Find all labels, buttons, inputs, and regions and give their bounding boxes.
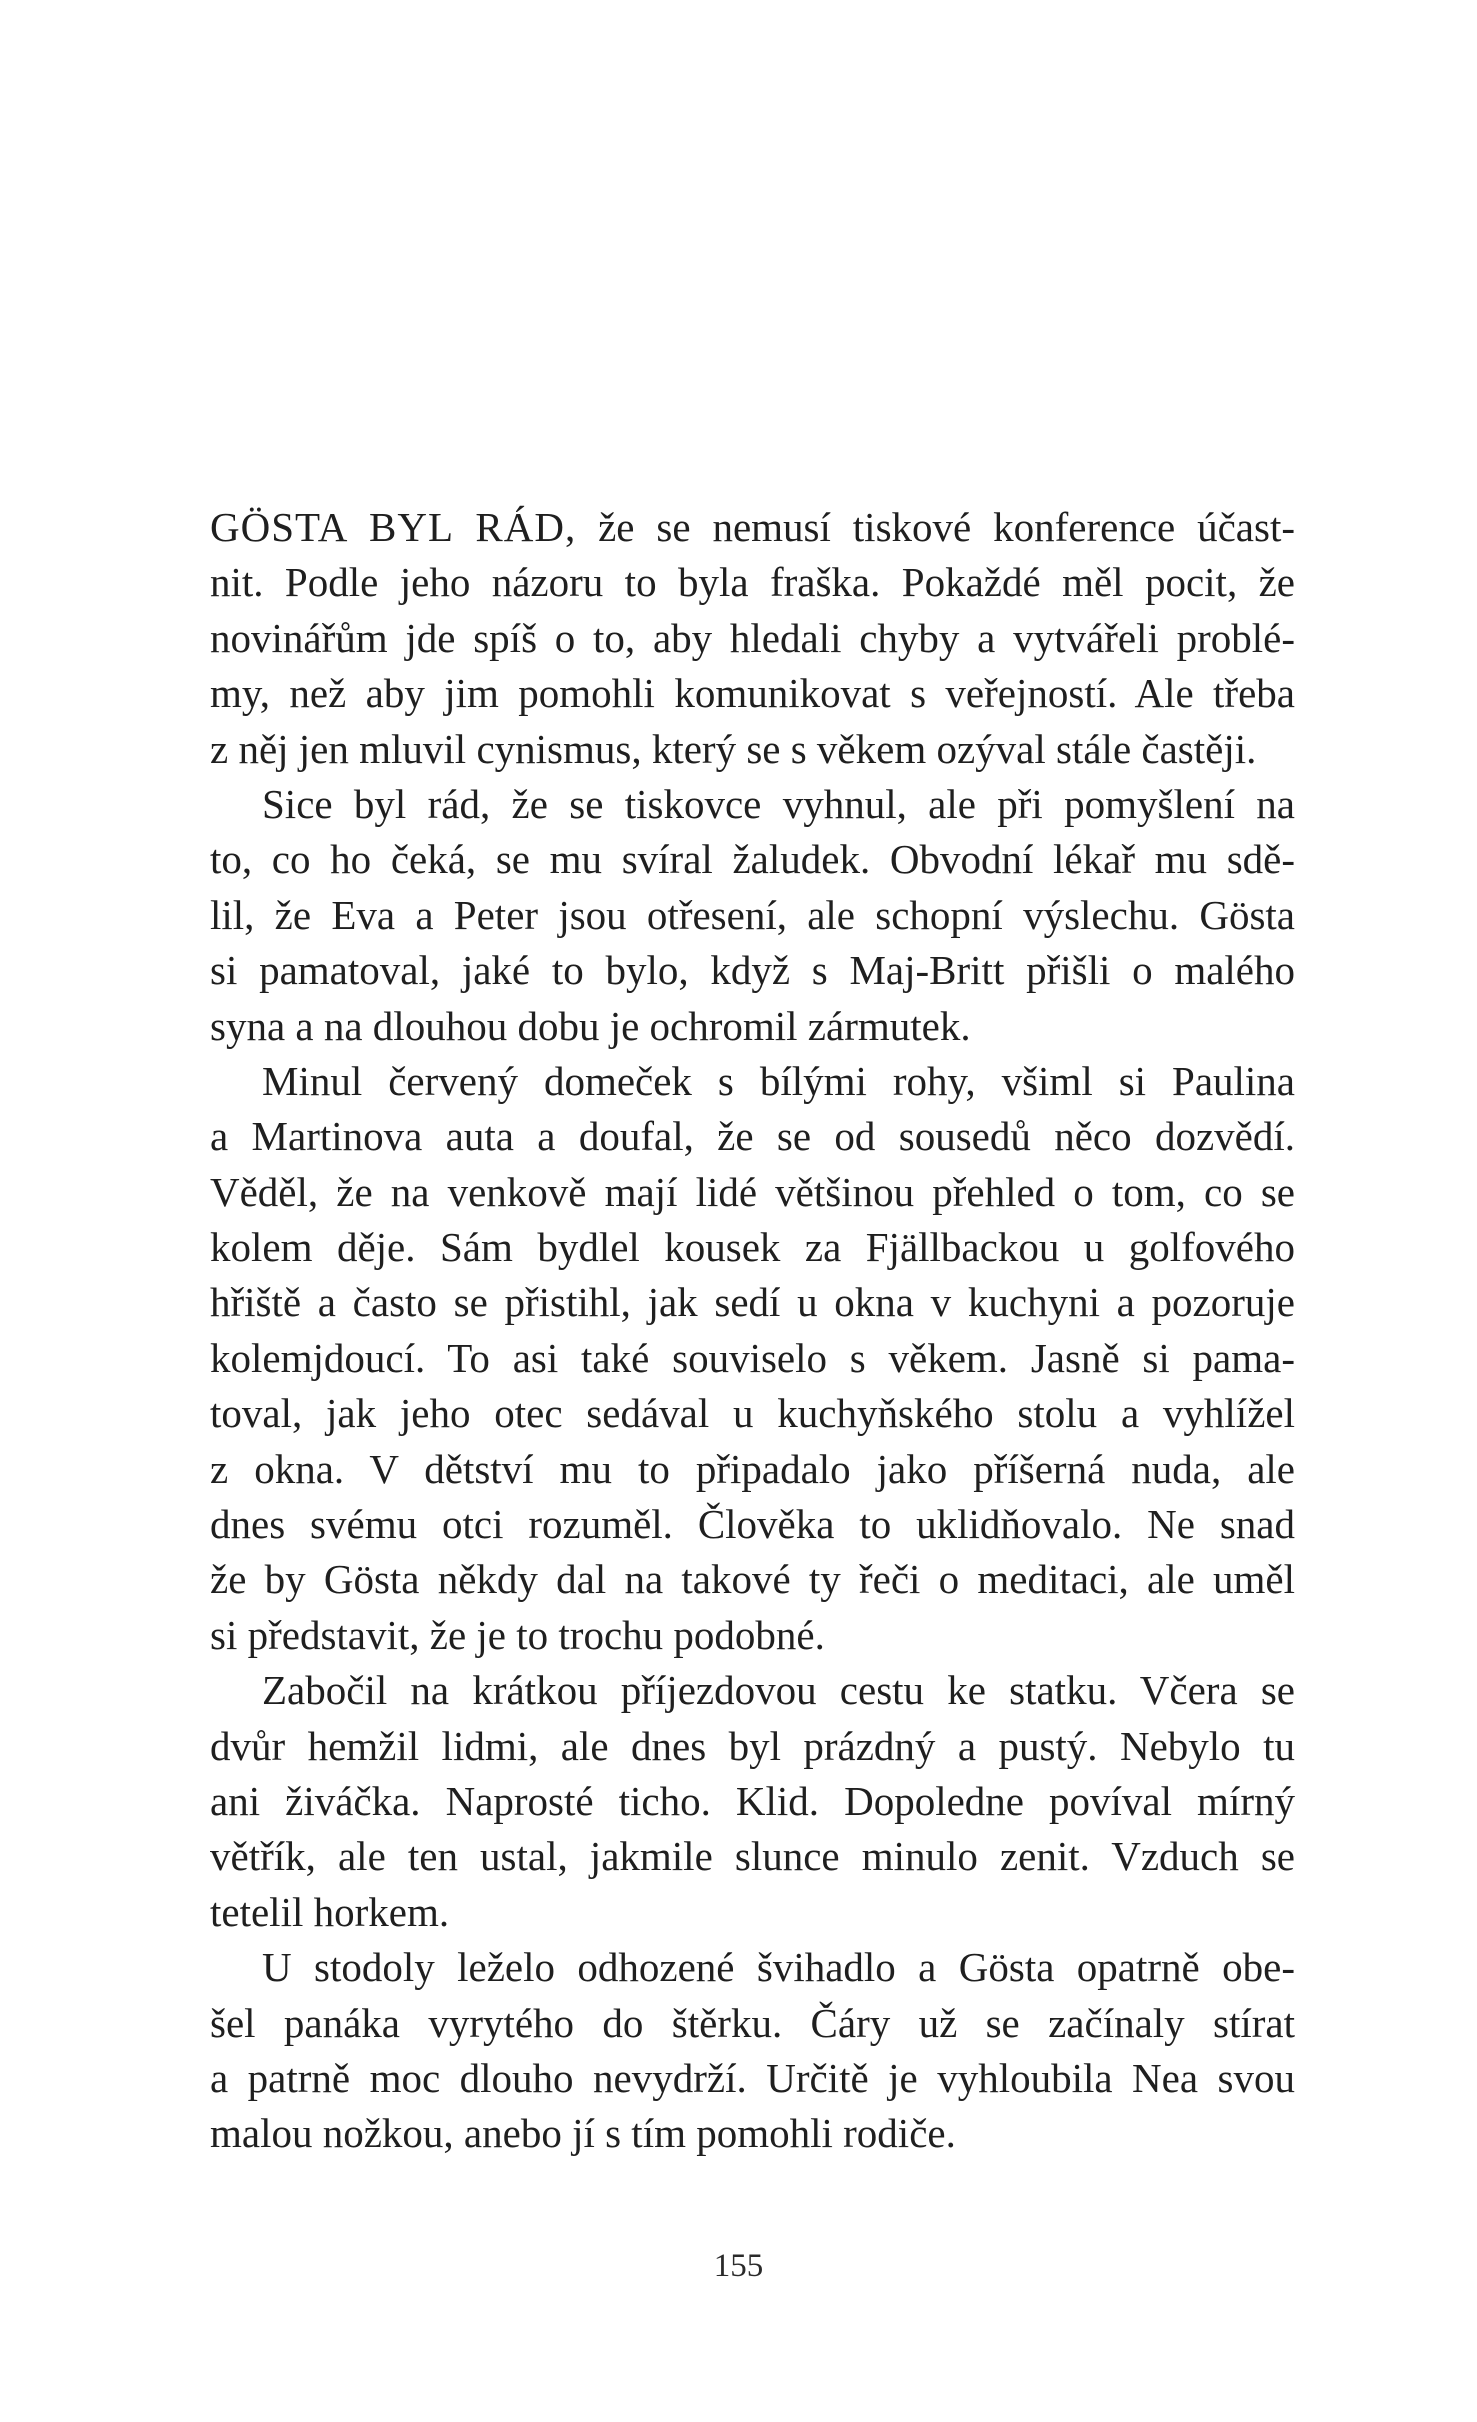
text-line: kolem děje. Sám bydlel kousek za Fjällbackou u golfového bbox=[210, 1224, 1295, 1271]
text-line: a Martinova auta a doufal, že se od sousedů něco dozvědí. bbox=[210, 1113, 1295, 1160]
paragraph-first-line: Minul červený domeček s bílými rohy, všiml si Paulina bbox=[262, 1057, 1295, 1104]
text-line: to, co ho čeká, se mu svíral žaludek. Obvodní lékař mu sdě- bbox=[210, 836, 1295, 883]
paragraph-first-line: Sice byl rád, že se tiskovce vyhnul, ale při pomyšlení na bbox=[262, 780, 1295, 827]
text-line: šel panáka vyrytého do štěrku. Čáry už se začínaly stírat bbox=[210, 1999, 1295, 2046]
text-line: novinářům jde spíš o to, aby hledali chyby a vytvářeli problé- bbox=[210, 614, 1295, 661]
chapter-opening-rest: že se nemusí tiskové konference účast- bbox=[576, 504, 1295, 550]
text-line: si představit, že je to trochu podobné. bbox=[210, 1611, 825, 1658]
text-line: z něj jen mluvil cynismus, který se s věkem ozýval stále častěji. bbox=[210, 725, 1257, 772]
text-line: tetelil horkem. bbox=[210, 1888, 450, 1935]
text-line: syna a na dlouhou dobu je ochromil zármutek. bbox=[210, 1002, 971, 1049]
text-line: my, než aby jim pomohli komunikovat s veřejností. Ale třeba bbox=[210, 670, 1295, 717]
paragraph-first-line: U stodoly leželo odhozené švihadlo a Gösta opatrně obe- bbox=[262, 1944, 1295, 1991]
page-number: 155 bbox=[713, 2248, 764, 2284]
text-line: z okna. V dětství mu to připadalo jako příšerná nuda, ale bbox=[210, 1445, 1295, 1492]
text-line: si pamatoval, jaké to bylo, když s Maj-Britt přišli o malého bbox=[210, 947, 1295, 994]
text-line: dnes svému otci rozuměl. Člověka to uklidňovalo. Ne snad bbox=[210, 1501, 1295, 1548]
text-line: hřiště a často se přistihl, jak sedí u okna v kuchyni a pozoruje bbox=[210, 1279, 1295, 1326]
chapter-opening-line bbox=[210, 500, 1295, 555]
text-line: že by Gösta někdy dal na takové ty řeči o meditaci, ale uměl bbox=[210, 1556, 1295, 1603]
text-line: nit. Podle jeho názoru to byla fraška. Pokaždé měl pocit, že bbox=[210, 559, 1295, 606]
text-line: dvůr hemžil lidmi, ale dnes byl prázdný a pustý. Nebylo tu bbox=[210, 1722, 1295, 1769]
text-line: malou nožkou, anebo jí s tím pomohli rodiče. bbox=[210, 2110, 956, 2157]
text-line: ani živáčka. Naprosté ticho. Klid. Dopoledne povíval mírný bbox=[210, 1777, 1295, 1824]
text-line: a patrně moc dlouho nevydrží. Určitě je vyhloubila Nea svou bbox=[210, 2054, 1295, 2101]
text-line: větřík, ale ten ustal, jakmile slunce minulo zenit. Vzduch se bbox=[210, 1833, 1295, 1880]
chapter-opening-caps: GÖSTA BYL RÁD, bbox=[210, 504, 577, 550]
body-text bbox=[210, 500, 1295, 2162]
text-line: kolemjdoucí. To asi také souviselo s věkem. Jasně si pama- bbox=[210, 1334, 1295, 1381]
text-line: toval, jak jeho otec sedával u kuchyňského stolu a vyhlížel bbox=[210, 1390, 1295, 1437]
text-line: Věděl, že na venkově mají lidé většinou přehled o tom, co se bbox=[210, 1168, 1295, 1215]
text-line: lil, že Eva a Peter jsou otřesení, ale schopní výslechu. Gösta bbox=[210, 891, 1295, 938]
paragraph-first-line: Zabočil na krátkou příjezdovou cestu ke statku. Včera se bbox=[262, 1667, 1295, 1714]
